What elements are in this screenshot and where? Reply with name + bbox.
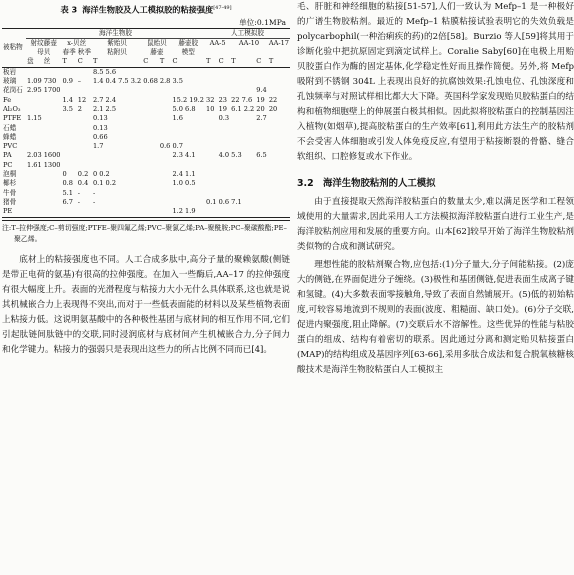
header-thread: 丝 xyxy=(43,57,51,66)
table-cell xyxy=(230,114,255,123)
right-column xyxy=(297,0,574,378)
row-substrate-cell: 板岩 xyxy=(3,67,17,76)
header-marine: 海洋生物胶 xyxy=(26,28,205,38)
table-cell xyxy=(92,86,142,95)
table-cell xyxy=(171,67,205,77)
header-autumn: 秋季 xyxy=(77,48,91,57)
table-cell: 2.8 xyxy=(159,77,171,86)
table-cell xyxy=(268,86,290,95)
table-cell xyxy=(43,96,62,105)
table-cell xyxy=(159,151,172,160)
table-cell xyxy=(43,198,62,207)
table-cell: 0.1 0.2 xyxy=(92,179,117,188)
table-cell xyxy=(255,142,268,151)
table-cell xyxy=(205,189,218,198)
table-cell xyxy=(255,133,268,142)
table-cell: 2.1 2.5 xyxy=(92,104,117,113)
table-cell xyxy=(159,179,172,188)
header-tc: T xyxy=(159,57,165,66)
table-cell xyxy=(268,133,290,142)
table-cell xyxy=(230,67,255,77)
table-cell xyxy=(230,179,255,188)
row-substrate-cell: 石蜡 xyxy=(3,123,17,132)
table-cell xyxy=(230,170,255,179)
table-row xyxy=(2,161,290,170)
table-cell: 0 0.2 xyxy=(92,170,110,179)
table-note: 注:T–拉伸强度;C–剪切强度;PTFE–聚四氟乙烯;PVC–聚氯乙烯;PA–聚酰胺;PC–聚碳酸酯;PE–聚乙烯。 xyxy=(2,220,290,245)
table-cell: 19 xyxy=(218,104,227,113)
table-cell: 2 xyxy=(77,104,82,113)
table-cell: 3.5 xyxy=(62,104,73,113)
table-cell xyxy=(171,86,205,95)
table-cell xyxy=(43,179,62,188)
table-cell xyxy=(61,161,76,170)
table-cell xyxy=(159,189,172,198)
table-cell xyxy=(43,142,62,151)
table-row xyxy=(2,124,290,133)
header-artificial: 人工模拟胶 xyxy=(205,28,290,38)
table-cell xyxy=(43,124,62,133)
table-cell xyxy=(230,161,255,170)
table-cell: 0 xyxy=(62,170,67,179)
table-cell xyxy=(142,114,159,123)
table-cell xyxy=(205,86,218,95)
table-cell xyxy=(268,67,290,77)
table-cell: 0.6 xyxy=(218,197,230,206)
table-cell: 23 xyxy=(218,95,227,104)
header-adhered: 粘附贝 xyxy=(107,48,127,57)
table-cell xyxy=(26,105,43,114)
row-substrate-cell: 泡桐 xyxy=(3,170,17,179)
header-rat-mussel: 鼠贻贝 xyxy=(146,38,167,47)
table-cell: 0.13 xyxy=(92,114,108,123)
table-cell xyxy=(142,179,159,188)
table-cell: 6.5 xyxy=(256,151,267,160)
table-cell xyxy=(61,207,76,217)
table-cell xyxy=(61,67,76,77)
header-spring: 春季 xyxy=(62,48,76,57)
table-cell xyxy=(218,67,231,77)
table-cell xyxy=(205,151,218,160)
table-body xyxy=(2,67,290,217)
header-barnacle: 射纹藤壶 xyxy=(30,38,57,47)
table-cell: 2.3 4.1 xyxy=(172,151,196,160)
table-cell xyxy=(255,189,268,198)
table-row xyxy=(2,189,290,198)
header-tc: C xyxy=(77,57,83,66)
table-cell: 8.5 5.6 xyxy=(92,67,117,76)
table-cell xyxy=(255,77,268,86)
header-tc: C xyxy=(172,57,178,66)
table-cell xyxy=(26,170,43,179)
table-cell xyxy=(159,105,172,114)
table-cell xyxy=(205,179,218,188)
table-cell: 1.15 xyxy=(27,114,42,123)
table-cell: 15.2 19.2 xyxy=(172,95,204,104)
table-cell xyxy=(205,207,218,217)
table-cell: 1600 xyxy=(43,151,61,160)
table-cell: 5.0 6.8 xyxy=(172,104,196,113)
table-cell xyxy=(268,198,290,207)
header-mytilus: 紫贻贝 xyxy=(107,38,127,47)
table-cell xyxy=(218,124,231,133)
table-cell: 6.1 2.2 xyxy=(231,104,255,113)
right-paragraph-1: 由于直接提取天然海洋胶粘蛋白的数量太少,难以满足医学和工程领域使用的大量需求,因此采用人工方法模拟海洋胶粘蛋白进行工业生产,是海洋胶粘剂应用和发展的重要方向。山本[62]较早开始了海洋生物胶粘剂类似物的合成和测试研究。 xyxy=(297,197,574,252)
header-tc: T xyxy=(231,57,236,66)
row-substrate-cell: 猪骨 xyxy=(3,197,17,206)
table-cell: 0.6 xyxy=(159,142,171,151)
table-cell: 1.6 xyxy=(172,114,183,123)
row-substrate-cell: Fe xyxy=(3,95,12,104)
table-cell xyxy=(255,124,268,133)
header-tc: T xyxy=(62,57,67,66)
row-substrate-cell: 椰杉 xyxy=(3,179,17,188)
table-cell: 0.7 xyxy=(172,142,183,151)
table-cell xyxy=(26,207,43,217)
table-cell xyxy=(142,198,159,207)
table-unit: 单位:0.1MPa xyxy=(239,17,286,27)
table-cell xyxy=(255,161,268,170)
table-cell xyxy=(142,124,159,133)
table-cell: 1300 xyxy=(43,160,61,169)
table-title: 海洋生物胶及人工模拟胶的粘接强度 xyxy=(82,4,214,15)
table-cell: 2.7 2.4 xyxy=(92,95,117,104)
table-cell xyxy=(142,105,159,114)
table-cell xyxy=(268,179,290,188)
table-cell xyxy=(205,170,218,179)
row-substrate-cell: PVC xyxy=(3,142,18,151)
row-substrate-cell: 牛骨 xyxy=(3,188,17,197)
table-cell xyxy=(159,161,172,170)
table-cell xyxy=(142,170,159,179)
table-cell xyxy=(255,207,268,217)
header-mother: 母贝 xyxy=(37,48,51,57)
header-xmussel: x-贝丝 xyxy=(67,38,87,47)
table-cell xyxy=(230,189,255,198)
table-cell xyxy=(77,161,92,170)
header-tc: T xyxy=(268,57,274,66)
table-cell xyxy=(218,133,231,142)
table-cell: 1.7 xyxy=(92,142,104,151)
table-cell xyxy=(61,124,76,133)
table-cell: 20 xyxy=(256,104,265,113)
table-cell: 1.61 xyxy=(27,160,42,169)
table-cell: 2.7 xyxy=(256,114,267,123)
table-cell: 1.09 xyxy=(27,77,42,86)
table-cell xyxy=(61,114,76,123)
table-row xyxy=(2,67,290,77)
table-cell: 32 xyxy=(206,95,215,104)
table-cell xyxy=(171,198,205,207)
table-cell xyxy=(142,207,159,217)
table-cell: 0.1 xyxy=(206,197,217,206)
table-cell xyxy=(268,151,290,160)
table-cell xyxy=(43,114,62,123)
table-cell: 1.2 1.9 xyxy=(172,207,196,216)
table-cell xyxy=(77,207,92,217)
table-cell xyxy=(218,142,231,151)
table-cell xyxy=(218,86,231,95)
table-cell xyxy=(142,142,159,151)
table-cell xyxy=(218,161,231,170)
table-cell xyxy=(26,96,43,105)
table-cell xyxy=(230,86,255,95)
table-cell xyxy=(159,124,172,133)
table-cell xyxy=(77,86,92,95)
table-ref: [47-49] xyxy=(213,5,232,11)
row-substrate-cell: 玻璃 xyxy=(3,77,17,86)
table-row xyxy=(2,170,290,179)
table-cell xyxy=(43,207,62,217)
header-aa17: AA-17 xyxy=(268,38,289,47)
table-cell xyxy=(26,142,43,151)
table-caption xyxy=(2,2,290,17)
table-cell: - xyxy=(92,188,96,197)
table-cell xyxy=(77,133,92,142)
table-cell: 22 xyxy=(268,95,278,104)
table-cell xyxy=(77,124,92,133)
header-barnacle-2: 藤壶 xyxy=(150,48,164,57)
table-cell: 20 xyxy=(268,104,278,113)
table-cell xyxy=(77,114,92,123)
table-cell xyxy=(255,179,268,188)
table-number: 表 3 xyxy=(60,4,78,15)
table-cell: 2.95 xyxy=(27,86,42,95)
table-cell: 1.4 xyxy=(62,95,73,104)
table-cell: 5.1 xyxy=(62,188,73,197)
table-cell: 6.7 xyxy=(62,197,73,206)
left-body-paragraph: 底材上的粘接强度也不同。人工合成多肽中,高分子量的聚赖氨酸(侧链是带正电荷的氨基)有很高的拉伸强度。在加入一些酶后,AA–17 的拉伸强度有很大幅度上升。表面的光滑程度与粘接力大小无什么具体联系,这也就是说其机械嵌合力上表现得不突出,而对于一些低表面能的材料以及某些植物表面上粘接力低。这说明氨基酸中的各种极性基团与底材间的相互作用不同,它们引起肽链间肽链中的交联,同时浸润底材与底材间产生机械嵌合力,分子间力和化学键力。粘接力的强弱只是表现出这些力的所占比例不同而已[4]。 xyxy=(2,254,290,355)
table-cell xyxy=(268,142,290,151)
table-header-row-2 xyxy=(2,38,290,48)
row-substrate-cell: Al₂O₃ xyxy=(3,104,21,113)
table-cell: 10 xyxy=(206,104,215,113)
table-row xyxy=(2,114,290,123)
table-cell xyxy=(142,161,159,170)
table-cell: 0.8 xyxy=(62,179,73,188)
row-substrate-cell: PTFE xyxy=(3,114,22,123)
table-cell: 0.66 xyxy=(92,132,108,141)
table-cell xyxy=(230,133,255,142)
table-cell xyxy=(43,105,62,114)
table-cell: 730 xyxy=(43,77,57,86)
table-cell xyxy=(142,67,159,77)
header-tc: T xyxy=(92,57,98,66)
table-cell xyxy=(43,189,62,198)
table-cell xyxy=(61,133,76,142)
table-cell xyxy=(43,170,62,179)
table-cell: 2.4 1.1 xyxy=(172,170,196,179)
row-substrate-cell: 花岗石 xyxy=(3,86,23,95)
table-cell xyxy=(218,179,231,188)
table-cell xyxy=(43,133,62,142)
table-cell xyxy=(171,124,205,133)
table-cell: 1700 xyxy=(43,86,61,95)
table-cell: 19 xyxy=(256,95,265,104)
table-cell xyxy=(26,198,43,207)
table-cell xyxy=(159,207,172,217)
table-row xyxy=(2,133,290,142)
table-cell xyxy=(142,86,159,95)
table-cell xyxy=(61,151,76,160)
table-cell xyxy=(77,142,92,151)
table-row xyxy=(2,179,290,188)
table-cell xyxy=(26,179,43,188)
table-cell xyxy=(26,67,43,77)
table-cell xyxy=(268,124,290,133)
header-aa10: AA-10 xyxy=(238,38,260,47)
table-cell xyxy=(92,151,142,160)
table-cell: 22 7.6 xyxy=(231,95,253,104)
table-cell xyxy=(159,133,172,142)
header-barnacle-glue: 藤壶胶 xyxy=(178,38,199,47)
table-cell: 9.4 xyxy=(256,86,267,95)
header-tc: C xyxy=(218,57,224,66)
header-aa5: AA-5 xyxy=(209,38,226,47)
table-cell xyxy=(26,124,43,133)
table-cell xyxy=(171,161,205,170)
table-cell xyxy=(268,207,290,217)
table-cell xyxy=(159,96,172,105)
table-cell xyxy=(218,207,231,217)
table-row xyxy=(2,151,290,160)
section-heading: 3.2 海洋生物胶粘剂的人工模拟 xyxy=(297,178,436,189)
table-cell xyxy=(255,198,268,207)
table-cell xyxy=(61,86,76,95)
table-cell xyxy=(92,161,142,170)
table-cell: 1.0 0.5 xyxy=(172,179,196,188)
table-cell xyxy=(218,77,231,86)
table-cell xyxy=(218,189,231,198)
header-model: 模型 xyxy=(181,48,195,57)
right-paragraph-2: 理想性能的胶粘剂聚合物,应包括:(1)分子量大,分子间能粘接。(2)庞大的侧链,在界面促进分子缠绕。(3)极性和基团侧链,促进表面生成离子键和氢键。(4)大多数表面零接触角,导致了表面自然铺展开。(5)低的初始粘度,可较容易地流到不规则的表面(波度、粗糙面、缺口处)。(6)分子交联,促进内聚强度,阻止降解。(7)交联后水不溶解性。这些优异的性能与粘胶蛋白的组成、结构有着密切的联系。因此通过分离和测定贻贝粘接蛋白(MAP)的结构组成及基因序列[63-66],采用多肽合成法和复合脱氧核糖核酸技术是海洋生物胶粘蛋白人工模拟主 xyxy=(297,260,574,375)
table-cell xyxy=(230,142,255,151)
table-cell: - xyxy=(92,197,96,206)
table-cell: 5.3 xyxy=(231,151,242,160)
table-row xyxy=(2,96,290,105)
table-cell xyxy=(77,67,92,77)
table-cell xyxy=(43,67,62,77)
header-tc: C xyxy=(256,57,262,66)
table-cell xyxy=(268,170,290,179)
table-header-row-4 xyxy=(2,57,290,67)
row-substrate-cell: PA xyxy=(3,151,12,160)
table-cell: 4.0 xyxy=(218,151,230,160)
table-cell: 3.5 xyxy=(172,77,183,86)
table-row xyxy=(2,77,290,86)
table-row xyxy=(2,198,290,207)
table-cell xyxy=(205,67,218,77)
table-cell xyxy=(205,77,218,86)
table-row xyxy=(2,207,290,217)
header-disc: 盘 xyxy=(27,57,34,66)
row-substrate-cell: PC xyxy=(3,160,13,169)
table-row xyxy=(2,142,290,151)
table-cell xyxy=(205,161,218,170)
table-cell xyxy=(255,170,268,179)
adhesion-strength-table xyxy=(2,28,290,218)
table-cell xyxy=(159,170,172,179)
table-cell xyxy=(230,124,255,133)
table-header-row-1 xyxy=(2,28,290,38)
header-substrate: 被粘物 xyxy=(3,43,23,52)
table-cell xyxy=(159,86,172,95)
table-cell xyxy=(268,77,290,86)
table-cell xyxy=(268,114,290,123)
left-column xyxy=(2,0,290,358)
table-cell: 12 xyxy=(77,95,87,104)
right-top-paragraph: 毛、肝脏和神经细胞的粘接[51-57],人们一致认为 Mefp–1 是一种极好的广谱生物胶粘剂。最近的 Mefp–1 粘膜粘接试验表明它的失效负载是 polycarbophil(一种治痢疾的药)的2倍[58]。Burzio 等人[59]将其用于诊断化验中把抗原固定到滴定试样上。Coralie Saby[60]在电极上用贻贝胶蛋白作为酶的固定基体,化学稳定性好而且操作简便。另外,将 Mefp 吸附到不锈钢 304L 上表现出良好的抗腐蚀效果:孔蚀电位、孔蚀深度和孔蚀频率与对照试样相比都大大下降。英国科学家发现贻贝胶粘蛋白的结构和植物细胞壁上的伸展蛋白极其相似。因此拟将胶粘蛋白的控制基因注入植物(如烟草),提高胶粘蛋白的生产效率[61],利用此方法生产的胶粘剂不会受害人体细胞或引发人体免疫反应,有望用于粘接断裂的骨骼、缝合软组织、口腔修复或水下作业。 xyxy=(297,2,574,162)
table-cell: 0.4 xyxy=(77,179,89,188)
table-cell: 0.2 xyxy=(77,170,89,179)
table-cell: 1.4 0.4 7.5 3.2 xyxy=(92,77,142,86)
table-cell xyxy=(142,133,159,142)
table-cell xyxy=(26,133,43,142)
table-cell: - xyxy=(77,197,81,206)
table-cell xyxy=(142,189,159,198)
row-substrate-cell: PE xyxy=(3,207,13,216)
table-cell xyxy=(230,207,255,217)
table-cell: 7.1 xyxy=(231,197,242,206)
table-cell xyxy=(230,77,255,86)
table-cell xyxy=(268,189,290,198)
table-row xyxy=(2,86,290,95)
table-cell xyxy=(205,114,218,123)
table-cell xyxy=(171,189,205,198)
table-cell xyxy=(268,161,290,170)
row-substrate-cell: 蜂蜡 xyxy=(3,132,17,141)
table-row xyxy=(2,105,290,114)
table-cell xyxy=(218,170,231,179)
table-cell xyxy=(205,124,218,133)
table-cell xyxy=(171,133,205,142)
table-cell: 2.03 xyxy=(27,151,42,160)
table-cell: 0.9 xyxy=(62,77,73,86)
table-cell xyxy=(159,114,172,123)
table-cell: - xyxy=(77,188,81,197)
table-cell xyxy=(142,96,159,105)
table-cell xyxy=(92,207,142,217)
header-tc: C xyxy=(143,57,149,66)
table-cell xyxy=(205,133,218,142)
table-cell xyxy=(77,151,92,160)
table-cell xyxy=(159,67,172,77)
table-cell: 0.3 xyxy=(218,114,230,123)
header-tc: T xyxy=(206,57,211,66)
table-cell xyxy=(142,151,159,160)
table-cell xyxy=(159,198,172,207)
table-cell xyxy=(26,189,43,198)
table-cell xyxy=(255,67,268,77)
table-cell: 0.68 xyxy=(143,77,158,86)
table-cell: – xyxy=(77,77,82,86)
table-cell xyxy=(205,142,218,151)
table-cell xyxy=(61,142,76,151)
table-cell: 0.13 xyxy=(92,123,108,132)
